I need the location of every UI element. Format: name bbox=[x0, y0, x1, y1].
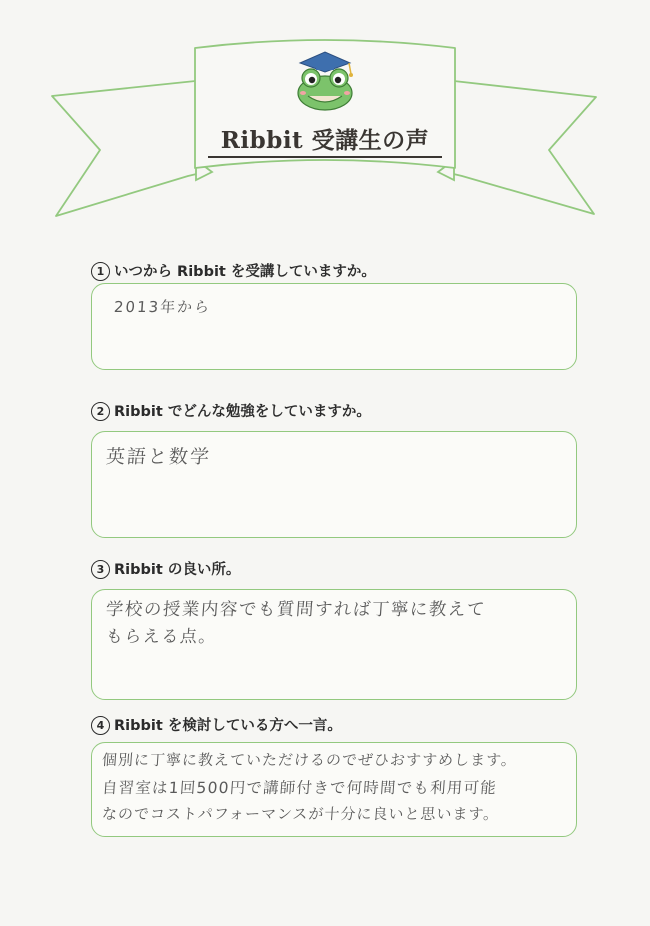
question-3-number: 3 bbox=[91, 560, 110, 579]
question-1-label bbox=[91, 260, 376, 281]
question-2-text: Ribbit でどんな勉強をしていますか。 bbox=[114, 404, 371, 420]
question-2-number: 2 bbox=[91, 402, 110, 421]
answer-2-line-1: 英語と数学 bbox=[105, 446, 212, 468]
question-3-label bbox=[91, 558, 240, 579]
title-underline bbox=[208, 156, 442, 158]
answer-1-line-1: 2013年から bbox=[113, 298, 212, 316]
frog-graduate-icon bbox=[298, 52, 353, 110]
answer-3-line-1: 学校の授業内容でも質問すれば丁寧に教えて bbox=[105, 600, 487, 620]
question-2-label bbox=[91, 400, 371, 421]
question-3-text: Ribbit の良い所。 bbox=[114, 562, 241, 578]
answer-4-line-1: 個別に丁寧に教えていただけるのでぜひおすすめします。 bbox=[101, 751, 518, 769]
page-title: Ribbit 受講生の声 bbox=[220, 127, 430, 154]
answer-3-line-2: もらえる点。 bbox=[105, 627, 218, 647]
ribbon-left-tail bbox=[52, 80, 205, 216]
ribbon-right-tail bbox=[445, 80, 596, 214]
ribbon-banner bbox=[0, 0, 650, 240]
question-4-number: 4 bbox=[91, 716, 110, 735]
question-4-text: Ribbit を検討している方へ一言。 bbox=[114, 718, 342, 734]
answer-2-box bbox=[91, 431, 577, 538]
answer-4-line-2: 自習室は1回500円で講師付きで何時間でも利用可能 bbox=[101, 779, 498, 797]
question-1-number: 1 bbox=[91, 262, 110, 281]
question-4-label bbox=[91, 714, 342, 735]
answer-4-box bbox=[91, 742, 577, 837]
answer-1-box bbox=[91, 283, 577, 370]
answer-4-line-3: なのでコストパフォーマンスが十分に良いと思います。 bbox=[101, 805, 500, 823]
answer-3-box bbox=[91, 589, 577, 700]
question-1-text: いつから Ribbit を受講していますか。 bbox=[114, 264, 376, 280]
